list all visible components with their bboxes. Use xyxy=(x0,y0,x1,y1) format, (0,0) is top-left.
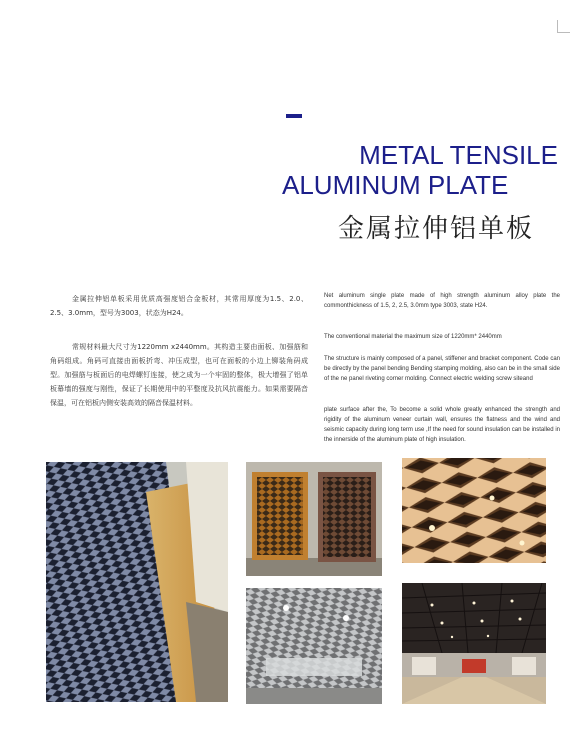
accent-bar xyxy=(286,114,302,118)
english-paragraph-2: The conventional material the maximum size of 1220mm* 2440mm xyxy=(324,334,502,340)
title-english xyxy=(282,140,558,200)
english-paragraph-1: Net aluminum single plate made of high strength aluminum alloy plate the commonthickness of 1.5, 2, 2.5, 3.0mm type 3003, state H24. xyxy=(324,293,560,309)
sample-panels-photo xyxy=(246,462,382,576)
facade-mesh-photo xyxy=(46,462,228,702)
title-english-line2: ALUMINUM PLATE xyxy=(282,170,509,200)
chinese-text-block xyxy=(50,292,308,430)
title-english-line1: METAL TENSILE xyxy=(359,140,558,170)
english-text-block xyxy=(324,291,560,466)
chinese-paragraph-1: 金属拉伸铝单板采用优质高强度铝合金板材，其常用厚度为1.5、2.0、2.5、3.0mm，型号为3003，状态为H24。 xyxy=(50,295,308,317)
orange-mesh-ceiling-photo xyxy=(402,458,546,563)
hall-ceiling-photo xyxy=(402,583,546,704)
english-paragraph-4: plate surface after the, To become a solid whole greatly enhanced the strength and rigidity of the aluminum veneer curtain wall, ensures the flatness and the wind and seismic capacity during long term use ,If the need for sound insulation can be installed in the innerside of the aluminum plate of high insulation. xyxy=(324,407,560,443)
chinese-paragraph-2: 常规材料最大尺寸为1220mm x2440mm。其构造主要由面板、加强筋和角码组成。角码可直接由面板折弯、冲压成型，也可在面板的小边上铆装角码成型。加强筋与板面后的电焊螺钉连接，使之成为一个牢固的整体，极大增强了铝单板幕墙的强度与刚性，保证了长期使用中的平整度及抗风抗震能力。如果需要隔音保温，可在铝板内侧安装高效的隔音保温材料。 xyxy=(50,343,308,407)
english-paragraph-3: The structure is mainly composed of a panel, stiffener and bracket component. Code can be directly by the panel bending Bending stamping molding, also can be in the small side of the ne panel riveting corner molding. Connect electric welding screw siteand xyxy=(324,356,560,382)
silver-mesh-ceiling-photo xyxy=(246,588,382,704)
crop-mark xyxy=(557,20,570,33)
title-chinese: 金属拉伸铝单板 xyxy=(338,214,535,244)
